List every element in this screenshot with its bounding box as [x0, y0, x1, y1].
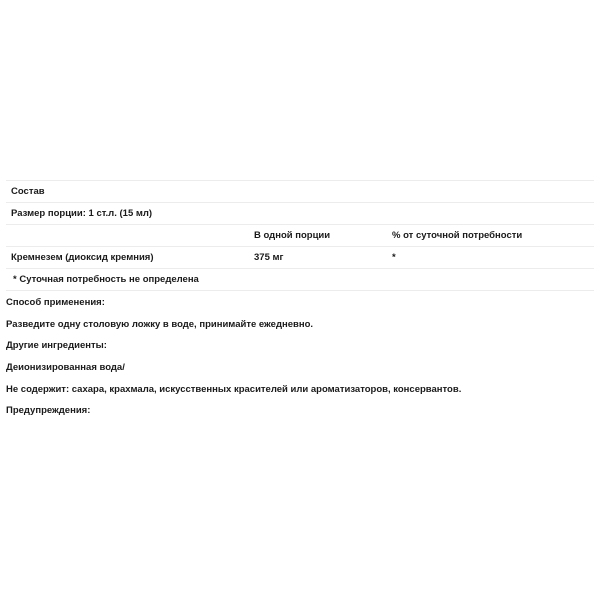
- serving-size-row: [6, 203, 594, 225]
- ingredient-daily-value: *: [387, 247, 594, 269]
- facts-footnote: * Суточная потребность не определена: [6, 269, 594, 291]
- facts-title: Состав: [6, 181, 594, 203]
- footnote-row: [6, 269, 594, 291]
- facts-header-row: [6, 225, 594, 247]
- usage-heading: Способ применения:: [6, 297, 105, 308]
- serving-size: Размер порции: 1 ст.л. (15 мл): [6, 203, 594, 225]
- facts-title-row: [6, 181, 594, 203]
- warnings-heading: Предупреждения:: [6, 405, 91, 417]
- ingredient-amount: 375 мг: [249, 247, 387, 269]
- header-daily-value: % от суточной потребности: [387, 225, 594, 247]
- supplement-facts-table: [6, 180, 594, 291]
- other-ingredients-text: Деионизированная вода/: [6, 362, 125, 374]
- usage-text: Разведите одну столовую ложку в воде, принимайте ежедневно.: [6, 318, 314, 330]
- other-ingredients-heading: Другие ингредиенты:: [6, 340, 107, 352]
- header-per-serving: В одной порции: [249, 225, 387, 247]
- header-empty-cell: [6, 225, 249, 247]
- ingredient-row: [6, 247, 594, 269]
- ingredient-name: Кремнезем (диоксид кремния): [6, 247, 249, 269]
- product-info: [6, 296, 461, 426]
- free-of-text: Не содержит: сахара, крахмала, искусственных красителей или ароматизаторов, консервантов.: [6, 383, 462, 395]
